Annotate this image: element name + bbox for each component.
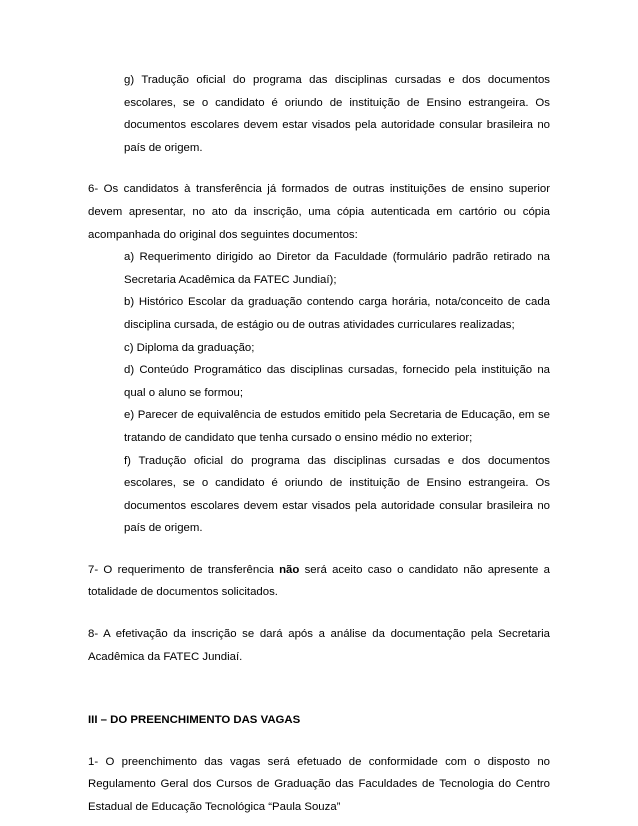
section-6-item-b: b) Histórico Escolar da graduação contendo carga horária, nota/conceito de cada disciplina cursada, de estágio ou de outras atividades curriculares realizadas; (124, 296, 550, 331)
spacer (88, 732, 550, 751)
spacer (88, 159, 550, 178)
spacer (88, 540, 550, 559)
section-7-text-after: será aceito caso o candidato não apresente a totalidade de documentos solicitados. (88, 563, 550, 599)
section-heading: III – DO PREENCHIMENTO DAS VAGAS (88, 714, 301, 727)
section-6-item-d: d) Conteúdo Programático das disciplinas cursadas, fornecido pela instituição na qual o aluno se formou; (124, 364, 550, 399)
section-7-emphasis: não (279, 563, 300, 576)
section-3-item-1: 1- O preenchimento das vagas será efetuado de conformidade com o disposto no Regulamento Geral dos Cursos de Graduação das Faculdades de Tecnologia do Centro Estadual de Educação Tecnológica “Paula Souza” (88, 755, 550, 814)
section-8: 8- A efetivação da inscrição se dará após a análise da documentação pela Secretaria Acadêmica da FATEC Jundiaí. (88, 628, 550, 663)
spacer (88, 668, 550, 709)
section-6-item-c: c) Diploma da graduação; (124, 341, 255, 354)
section-6-item-a: a) Requerimento dirigido ao Diretor da Faculdade (formulário padrão retirado na Secretaria Acadêmica da FATEC Jundiaí); (124, 251, 550, 286)
section-7 (88, 559, 550, 604)
item-g: g) Tradução oficial do programa das disciplinas cursadas e dos documentos escolares, se o candidato é oriundo de instituição de Ensino estrangeira. Os documentos escolares devem estar visados pela autoridade consular brasileira no país de origem. (124, 74, 550, 154)
section-6-item-f: f) Tradução oficial do programa das disciplinas cursadas e dos documentos escolares, se o candidato é oriundo de instituição de Ensino estrangeira. Os documentos escolares devem estar visados pela autoridade consular brasileira no país de origem. (124, 454, 550, 535)
section-7-text-before: 7- O requerimento de transferência (88, 563, 280, 576)
section-6-intro: 6- Os candidatos à transferência já formados de outras instituições de ensino superior devem apresentar, no ato da inscrição, uma cópia autenticada em cartório ou cópia acompanhada do original dos seguintes documentos: (88, 183, 550, 241)
document-page (88, 69, 550, 819)
spacer (88, 604, 550, 623)
section-6-item-e: e) Parecer de equivalência de estudos emitido pela Secretaria de Educação, em se tratando de candidato que tenha cursado o ensino médio no exterior; (124, 409, 550, 444)
